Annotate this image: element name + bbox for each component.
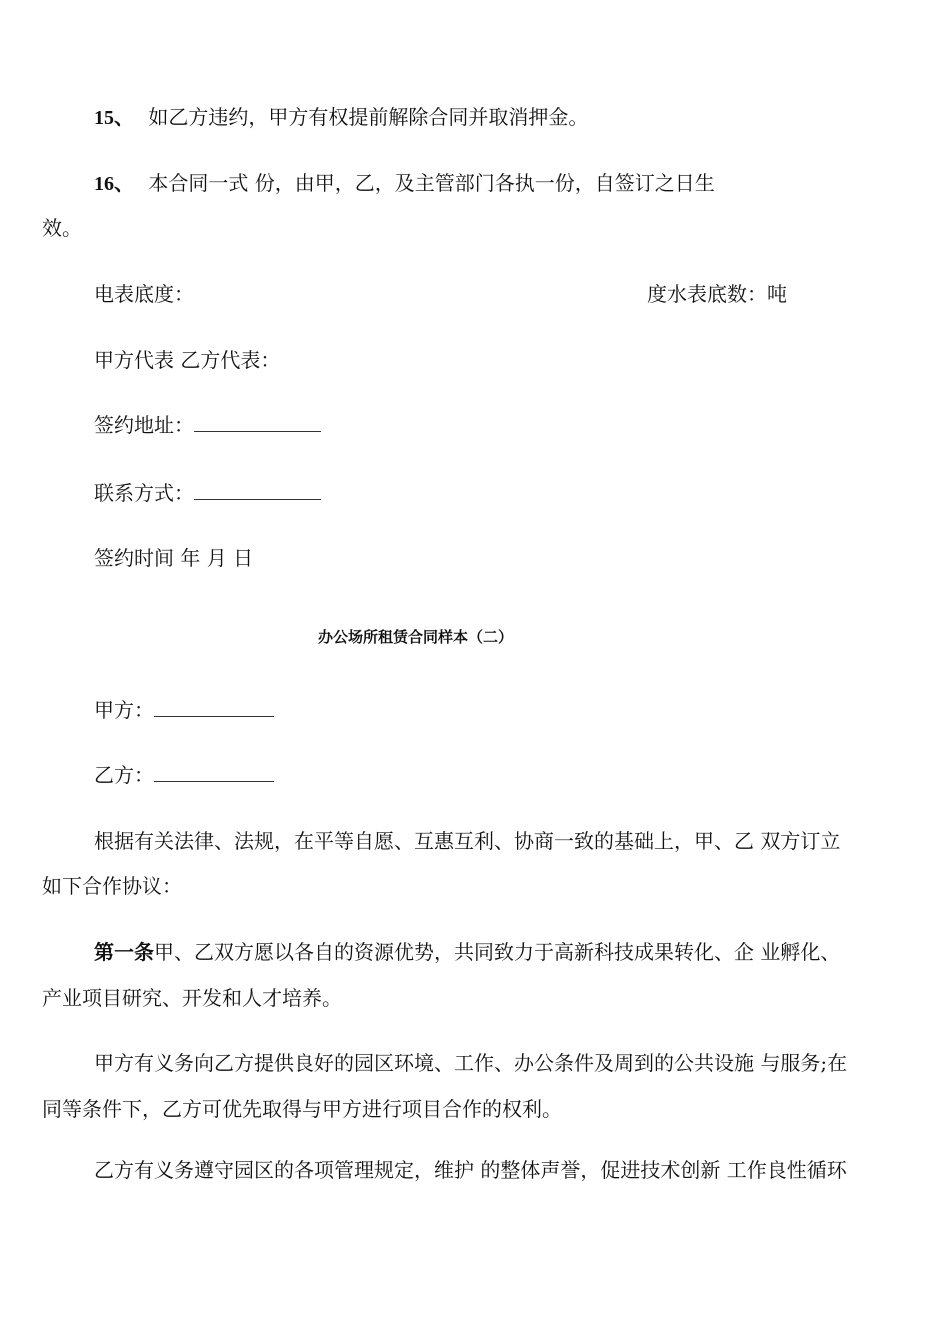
- article-1-line-2: 产业项目研究、开发和人才培养。: [42, 986, 342, 1010]
- paragraph-a-line-1: 甲方有义务向乙方提供良好的园区环境、工作、办公条件及周到的公共设施 与服务;在: [94, 1051, 848, 1075]
- clause-15-number: 15、: [94, 107, 134, 129]
- party-a-line: [94, 697, 274, 723]
- sign-date-line: 签约时间 年 月 日: [94, 546, 254, 570]
- party-b-label: 乙方：: [94, 763, 154, 787]
- article-1-heading: 第一条: [94, 940, 154, 964]
- clause-15-text: 如乙方违约，甲方有权提前解除合同并取消押金。: [148, 105, 589, 129]
- clause-16-text: 本合同一式 份，由甲，乙，及主管部门各执一份，自签订之日生: [148, 171, 715, 195]
- sign-address-label: 签约地址：: [94, 413, 194, 437]
- party-a-blank: [154, 698, 274, 717]
- article-1-line-1: [94, 939, 840, 965]
- contact-line: [94, 480, 321, 506]
- contact-label: 联系方式：: [94, 481, 194, 505]
- clause-15: [94, 104, 588, 131]
- sign-address-line: [94, 412, 321, 438]
- contact-blank: [194, 481, 321, 500]
- intro-line-2: 如下合作协议：: [42, 874, 182, 898]
- electric-meter-label: 电表底度：: [94, 282, 194, 306]
- paragraph-b-line-1: 乙方有义务遵守园区的各项管理规定，维护 的整体声誉，促进技术创新 工作良性循环: [94, 1158, 847, 1182]
- party-b-line: [94, 762, 274, 788]
- representatives-line: 甲方代表 乙方代表：: [94, 348, 281, 372]
- article-1-text: 甲、乙双方愿以各自的资源优势，共同致力于高新科技成果转化、企 业孵化、: [154, 940, 841, 964]
- intro-line-1: 根据有关法律、法规，在平等自愿、互惠互利、协商一致的基础上，甲、乙 双方订立: [94, 829, 841, 853]
- party-a-label: 甲方：: [94, 698, 154, 722]
- paragraph-a-line-2: 同等条件下，乙方可优先取得与甲方进行项目合作的权利。: [42, 1097, 562, 1121]
- sign-address-blank: [194, 413, 321, 432]
- water-meter-label: 度水表底数：吨: [647, 282, 787, 306]
- party-b-blank: [154, 763, 274, 782]
- clause-16-line-2: 效。: [42, 216, 82, 240]
- clause-16-line-1: [94, 170, 715, 197]
- clause-16-number: 16、: [94, 173, 134, 195]
- contract-title: 办公场所租赁合同样本（二）: [318, 628, 514, 646]
